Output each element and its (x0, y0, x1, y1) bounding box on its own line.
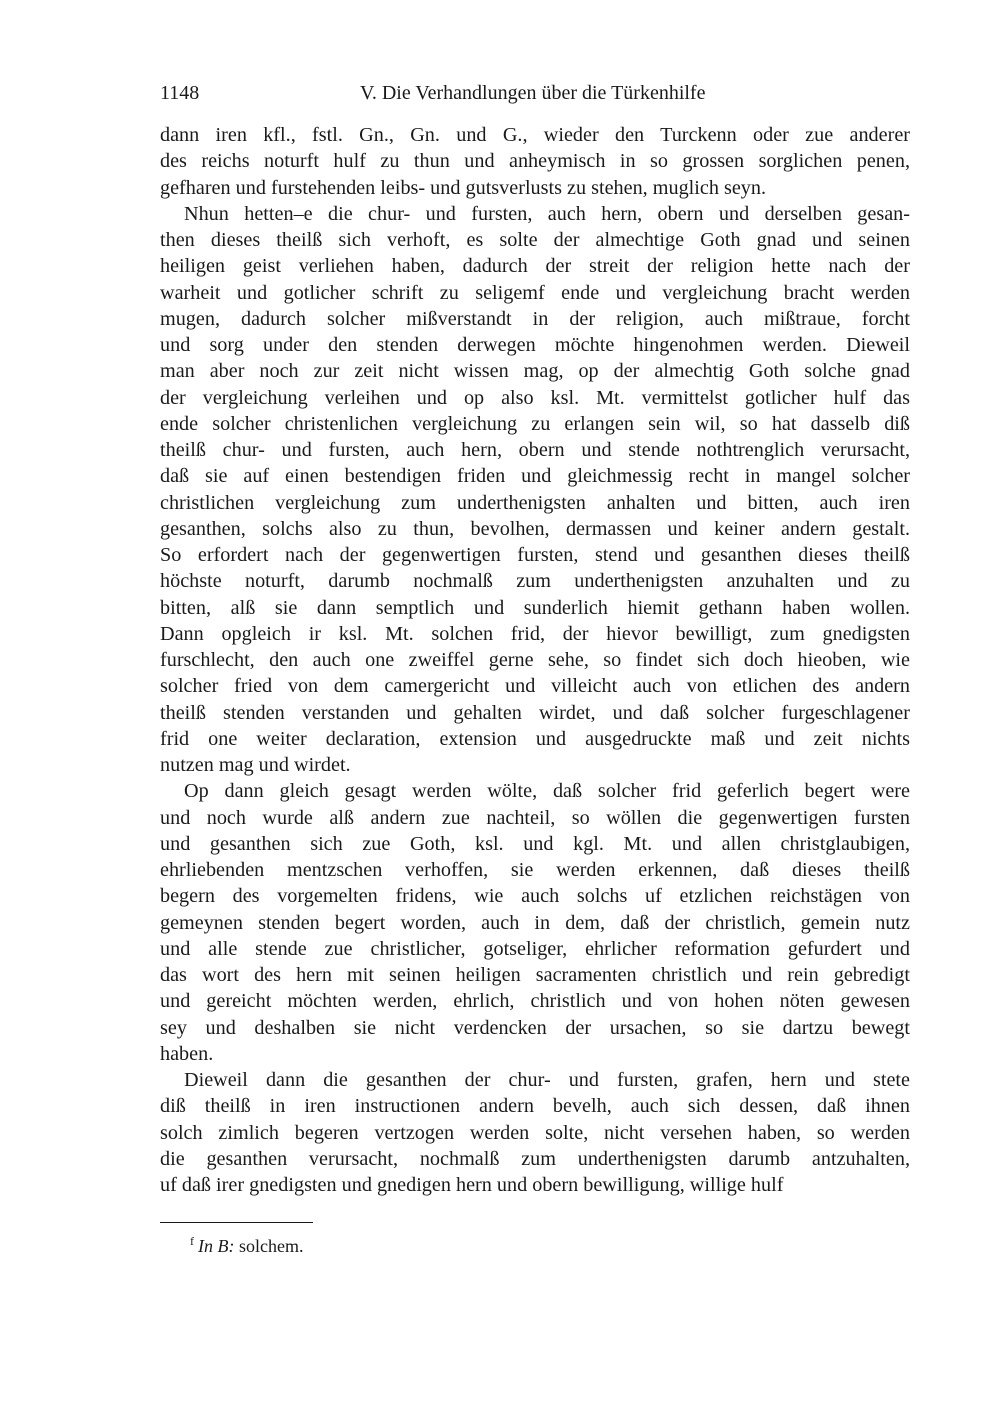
text-line: gesanthen, solchs also zu thun, bevolhen, dermassen und keiner andern gestalt. (160, 517, 910, 540)
text-line: then dieses theilß sich verhoft, es solte der almechtige Goth gnad und seinen (160, 229, 910, 251)
text-line: ehrliebenden mentzschen verhoffen, sie werden erkennen, daß dieses theilß (160, 859, 910, 881)
text-line: und noch wurde alß andern zue nachteil, so wöllen die gegenwertigen fursten (160, 806, 910, 829)
footnote (190, 1228, 303, 1259)
text-line: Dieweil dann die gesanthen der chur- und fursten, grafen, hern und stete (184, 1069, 910, 1091)
text-line: theilß chur- und fursten, auch hern, obern und stende nothtrenglich verursacht, (160, 439, 910, 461)
text-line: Nhun hetten–e die chur- und fursten, auch hern, obern und derselben gesan- (184, 202, 910, 225)
paragraph (160, 1067, 910, 1198)
footnote-rule (160, 1222, 313, 1223)
text-line: man aber noch zur zeit nicht wissen mag, op der almechtig Goth solche gnad (160, 360, 910, 383)
footnote-mark: f (190, 1234, 194, 1248)
text-line: und gereicht möchten werden, ehrlich, christlich und von hohen nöten gewesen (160, 990, 910, 1013)
text-line: daß sie auf einen bestendigen friden und gleichmessig recht in mangel solcher (160, 465, 910, 488)
text-line: furschlecht, den auch one zweiffel gerne sehe, so findet sich doch hieoben, wie (160, 649, 910, 671)
page-number: 1148 (160, 82, 200, 104)
text-line: theilß stenden verstanden und gehalten wirdet, und daß solcher furgeschlagener (160, 701, 910, 724)
footnote-source: In B: (198, 1236, 235, 1256)
text-line: So erfordert nach der gegenwertigen fursten, stend und gesanthen dieses theilß (160, 544, 910, 566)
text-line: und alle stende zue christlicher, gotseliger, ehrlicher reformation gefurdert und (160, 937, 910, 960)
text-line: warheit und gotlicher schrift zu seligemf ende und vergleichung bracht werden (160, 281, 910, 304)
text-line: gemeynen stenden begert worden, auch in dem, daß der christlich, gemein nutz (160, 911, 910, 934)
footnote-text: solchem. (238, 1236, 304, 1256)
text-line: begern des vorgemelten fridens, wie auch solchs uf etzlichen reichstägen von (160, 885, 910, 908)
text-line: höchste noturft, darumb nochmalß zum underthenigsten anzuhalten und zu (160, 570, 910, 593)
text-line: das wort des hern mit seinen heiligen sacramenten christlich und rein gebredigt (160, 964, 910, 986)
text-line: die gesanthen verursacht, nochmalß zum underthenigsten darumb antzuhalten, (160, 1147, 910, 1170)
text-line: Dann opgleich ir ksl. Mt. solchen frid, der hievor bewilligt, zum gnedigsten (160, 622, 910, 645)
paragraph (160, 201, 910, 779)
text-line: solch zimlich begeren vertzogen werden solte, nicht versehen haben, so werden (160, 1121, 910, 1144)
text-line: ende solcher christenlichen vergleichung zu erlangen sein wil, so hat dasselb diß (160, 412, 910, 435)
text-line: uf daß irer gnedigsten und gnedigen hern und obern bewilligung, willige hulf (160, 1174, 784, 1196)
text-line: mugen, dadurch solcher mißverstandt in der religion, auch mißtraue, forcht (160, 307, 910, 330)
text-line: haben. (160, 1042, 214, 1065)
text-line: und gesanthen sich zue Goth, ksl. und kgl. Mt. und allen christglaubigen, (160, 832, 910, 855)
text-line: frid one weiter declaration, extension und ausgedruckte maß und zeit nichts (160, 727, 910, 750)
text-line: bitten, alß sie dann semptlich und sunderlich hiemit gethann haben wollen. (160, 596, 910, 619)
text-line: diß theilß in iren instructionen andern bevelh, auch sich dessen, daß ihnen (160, 1095, 910, 1118)
text-line: gefharen und furstehenden leibs- und gutsverlusts zu stehen, muglich seyn. (160, 176, 767, 199)
text-line: nutzen mag und wirdet. (160, 754, 351, 776)
text-line: des reichs noturft hulf zu thun und anheymisch in so grossen sorglichen penen, (160, 150, 910, 173)
text-line: dann iren kfl., fstl. Gn., Gn. und G., wieder den Turckenn oder zue anderer (160, 124, 910, 146)
text-line: solcher fried von dem camergericht und villeicht auch von etlichen des andern (160, 675, 910, 698)
text-line: Op dann gleich gesagt werden wölte, daß solcher frid geferlich begert were (184, 780, 910, 803)
paragraph (160, 122, 910, 201)
text-line: und sorg under den stenden derwegen möchte hingenohmen werden. Dieweil (160, 334, 910, 356)
body-text (160, 122, 910, 1198)
text-line: der vergleichung verleihen und op also ksl. Mt. vermittelst gotlicher hulf das (160, 386, 910, 409)
text-line: christlichen vergleichung zum underthenigsten anhalten und bitten, auch iren (160, 491, 910, 514)
text-line: sey und deshalben sie nicht verdencken der ursachen, so sie dartzu bewegt (160, 1016, 910, 1039)
running-title: V. Die Verhandlungen über die Türkenhilfe (360, 82, 706, 104)
paragraph (160, 778, 910, 1067)
running-head (160, 78, 910, 108)
text-line: heiligen geist verliehen haben, dadurch der streit der religion hette nach der (160, 255, 910, 278)
